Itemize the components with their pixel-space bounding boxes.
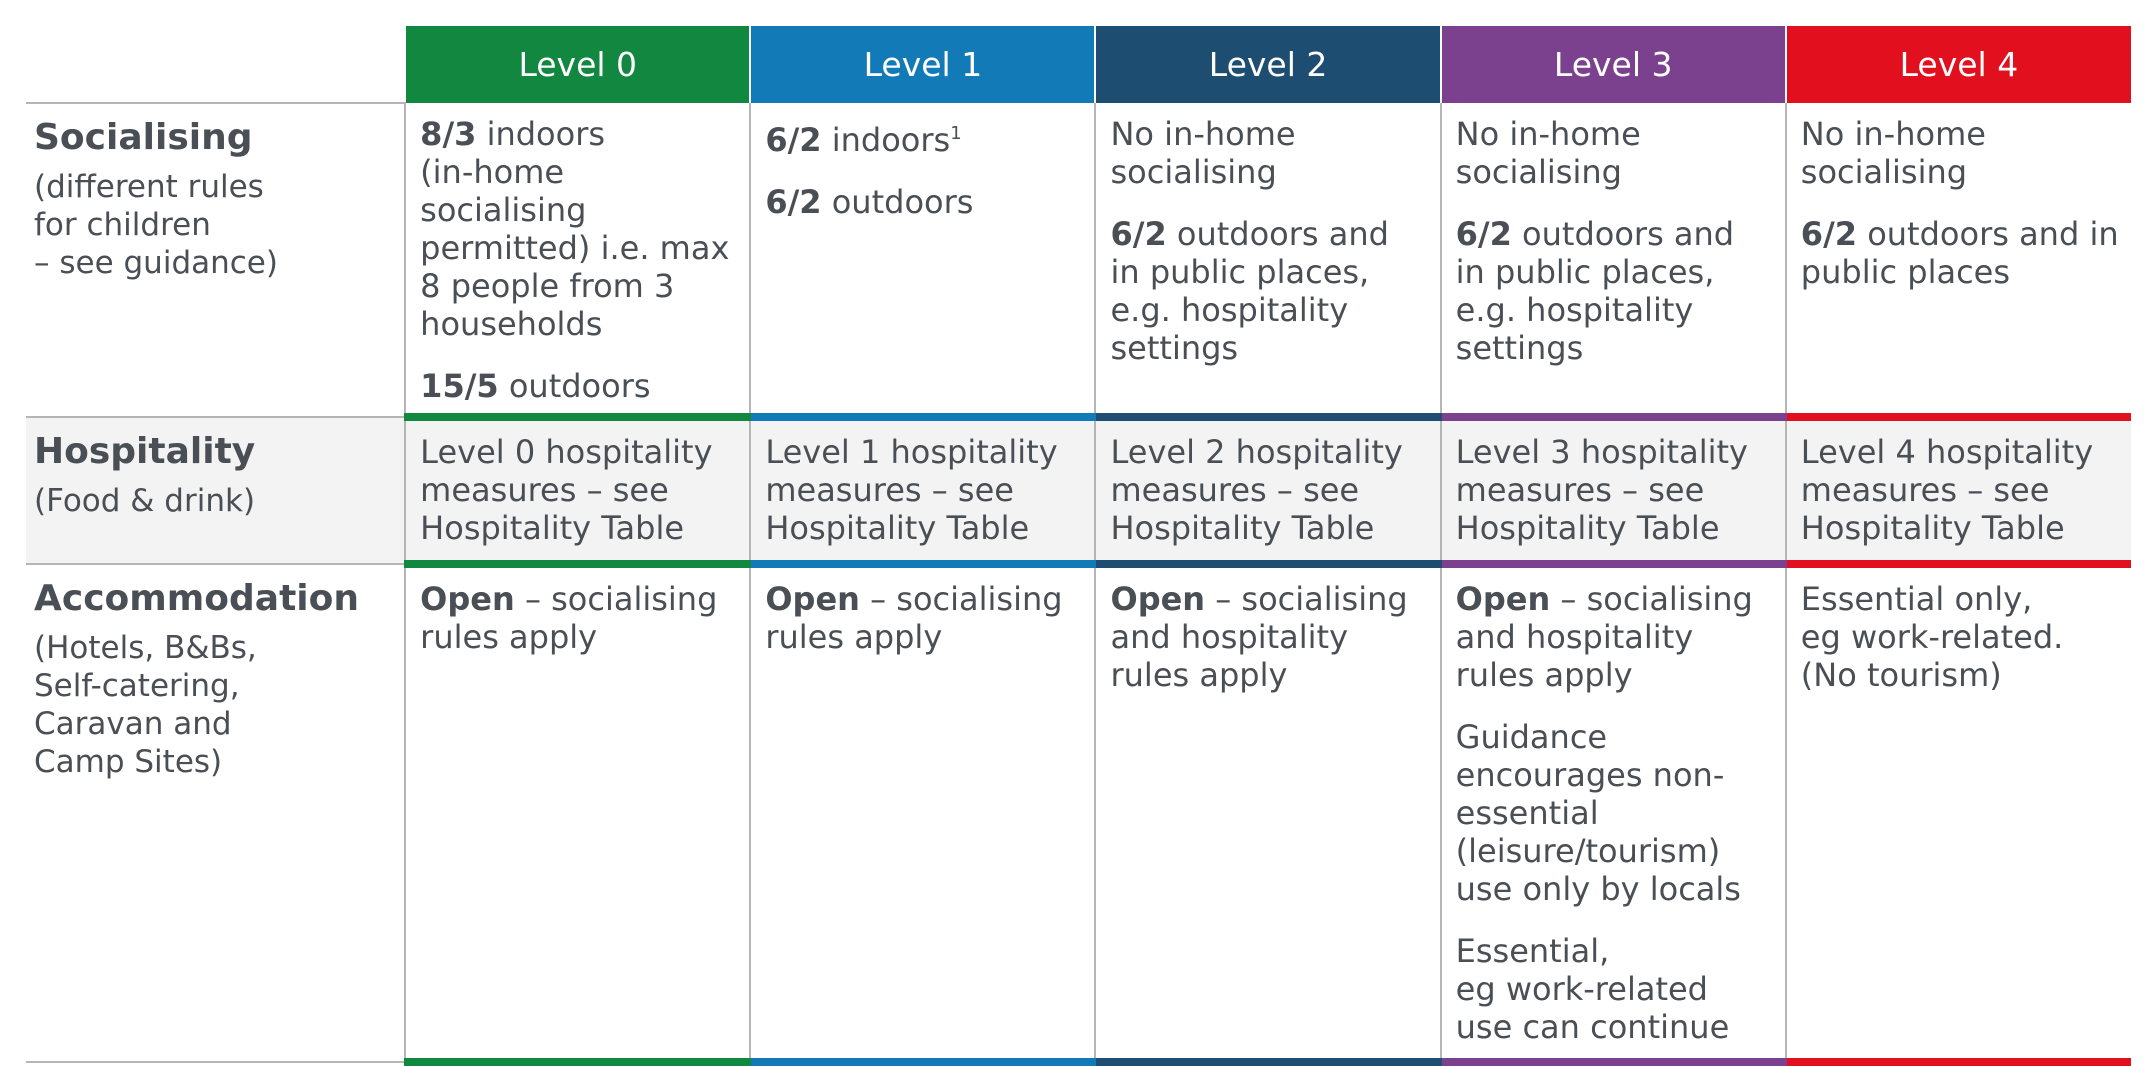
paragraph-text: No in-home socialising: [1110, 115, 1296, 191]
paragraph-text: No in-home socialising: [1800, 115, 1986, 191]
cell-paragraph: [1801, 115, 2119, 191]
paragraph-text: Guidance encourages non-essential (leisure/tourism) use only by locals: [1455, 718, 1741, 908]
paragraph-text: Essential only, eg work-related. (No tourism): [1800, 580, 2064, 694]
cell-paragraph: [765, 433, 1082, 547]
paragraph-text: outdoors and in public places, e.g. hospitality settings: [1455, 215, 1735, 367]
bold-figure: Open: [1455, 580, 1551, 618]
paragraph-text: Essential, eg work-related use can continue: [1455, 932, 1730, 1046]
socialising-row-header: [26, 103, 405, 417]
paragraph-text: Level 2 hospitality measures – see Hospitality Table: [1110, 433, 1403, 547]
cell-paragraph: [1110, 580, 1427, 694]
hospitality-level-2-cell: [1095, 417, 1440, 564]
cell-paragraph: [420, 433, 737, 547]
footnote-marker: 1: [950, 123, 962, 144]
bold-figure: 6/2: [765, 183, 822, 221]
socialising-row: [26, 103, 2131, 417]
level-0-header: Level 0: [405, 26, 750, 103]
cell-paragraph: [1456, 115, 1773, 191]
accommodation-level-2-cell: [1095, 564, 1440, 1062]
paragraph-text: – socialising and hospitality rules apply: [1110, 580, 1408, 694]
bold-figure: 6/2: [765, 121, 822, 159]
socialising-level-1-cell: [750, 103, 1095, 417]
paragraph-text: – socialising rules apply: [765, 580, 1063, 656]
cell-paragraph: [1801, 215, 2119, 291]
hospitality-level-0-cell: [405, 417, 750, 564]
paragraph-text: indoors: [821, 121, 951, 159]
socialising-level-0-cell: [405, 103, 750, 417]
level-1-header: Level 1: [750, 26, 1095, 103]
bold-figure: 6/2: [1455, 215, 1512, 253]
cell-paragraph: [420, 115, 737, 343]
paragraph-text: Level 0 hospitality measures – see Hospitality Table: [420, 433, 713, 547]
level-4-header: Level 4: [1786, 26, 2131, 103]
bold-figure: Open: [1110, 580, 1206, 618]
cell-paragraph: [420, 367, 737, 405]
bold-figure: Open: [765, 580, 860, 618]
cell-paragraph: [1456, 932, 1773, 1046]
cell-paragraph: [765, 115, 1082, 159]
accommodation-row: [26, 564, 2131, 1062]
paragraph-text: Level 1 hospitality measures – see Hospitality Table: [765, 433, 1058, 547]
bold-figure: 6/2: [1110, 215, 1167, 253]
hospitality-row-header: [26, 417, 405, 564]
row-title: Socialising: [34, 117, 253, 158]
header-row: [26, 26, 2131, 103]
cell-paragraph: [1456, 215, 1773, 367]
row-subtitle: (Hotels, B&Bs, Self-catering, Caravan and Camp Sites): [34, 630, 257, 780]
cell-paragraph: [1801, 580, 2119, 694]
row-title: Accommodation: [34, 578, 360, 619]
cell-paragraph: [1801, 433, 2119, 547]
level-3-header: Level 3: [1441, 26, 1786, 103]
accommodation-level-4-cell: [1786, 564, 2131, 1062]
socialising-level-4-cell: [1786, 103, 2131, 417]
bold-figure: 8/3: [420, 115, 477, 153]
cell-paragraph: [1456, 580, 1773, 694]
cell-paragraph: [420, 580, 737, 656]
corner-cell: [26, 26, 405, 103]
paragraph-text: Level 3 hospitality measures – see Hospitality Table: [1455, 433, 1748, 547]
paragraph-text: outdoors: [821, 183, 974, 221]
cell-paragraph: [1110, 433, 1427, 547]
hospitality-level-4-cell: [1786, 417, 2131, 564]
paragraph-text: outdoors: [498, 367, 651, 405]
socialising-level-3-cell: [1441, 103, 1786, 417]
cell-paragraph: [765, 183, 1082, 221]
accommodation-level-0-cell: [405, 564, 750, 1062]
hospitality-level-1-cell: [750, 417, 1095, 564]
paragraph-text: Level 4 hospitality measures – see Hospitality Table: [1800, 433, 2094, 547]
hospitality-level-3-cell: [1441, 417, 1786, 564]
paragraph-text: indoors (in-home socialising permitted) i.e. max 8 people from 3 households: [420, 115, 730, 343]
socialising-level-2-cell: [1095, 103, 1440, 417]
cell-paragraph: [1110, 215, 1427, 367]
bold-figure: 6/2: [1800, 215, 1858, 253]
restrictions-table: [26, 26, 2131, 1066]
paragraph-text: – socialising rules apply: [420, 580, 718, 656]
row-subtitle: (Food & drink): [34, 483, 256, 519]
cell-paragraph: [1456, 718, 1773, 908]
cell-paragraph: [1110, 115, 1427, 191]
cell-paragraph: [765, 580, 1082, 656]
bold-figure: Open: [420, 580, 515, 618]
accommodation-row-header: [26, 564, 405, 1062]
paragraph-text: No in-home socialising: [1455, 115, 1641, 191]
bold-figure: 15/5: [420, 367, 499, 405]
hospitality-row: [26, 417, 2131, 564]
row-subtitle: (different rules for children – see guidance): [34, 169, 278, 281]
row-title: Hospitality: [34, 431, 256, 472]
cell-paragraph: [1456, 433, 1773, 547]
level-2-header: Level 2: [1095, 26, 1440, 103]
paragraph-text: outdoors and in public places, e.g. hospitality settings: [1110, 215, 1389, 367]
paragraph-text: outdoors and in public places: [1800, 215, 2119, 291]
accommodation-level-1-cell: [750, 564, 1095, 1062]
accommodation-level-3-cell: [1441, 564, 1786, 1062]
paragraph-text: – socialising and hospitality rules apply: [1455, 580, 1753, 694]
